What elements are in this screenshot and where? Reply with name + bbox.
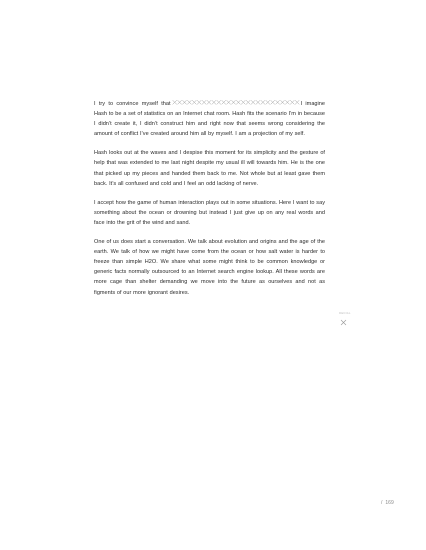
redaction-x-mark	[192, 100, 196, 104]
margin-note-label: DENIAL	[339, 312, 351, 315]
paragraph-3: I accept how the game of human interaction plays out in some situations. Here I want to say something about the ocean or drowning but instead I just give up on any real words and face into the grit of the wind and sand.	[94, 199, 325, 226]
redaction-x-mark	[295, 100, 299, 104]
redaction-x-mark	[236, 100, 240, 104]
redaction-x-mark	[206, 100, 210, 104]
redaction-x-mark	[275, 100, 279, 104]
redaction-x-mark	[202, 100, 206, 104]
redaction-x-mark	[226, 100, 230, 104]
page-folio	[381, 500, 394, 506]
paragraph-1-lead: I try to convince myself that	[94, 101, 171, 107]
redaction-x-mark	[211, 100, 215, 104]
page-number: 169	[385, 500, 394, 506]
redaction-x-mark	[172, 100, 176, 104]
redaction-x-mark	[216, 100, 220, 104]
redaction-x-mark	[251, 100, 255, 104]
redaction-x-mark	[290, 100, 294, 104]
x-mark-icon	[340, 319, 347, 326]
paragraph-1-rest: I imagine Hash to be a set of statistics on an Internet chat room. Hash fits the scenario I’m in because I didn’t create it, I didn’t construct him and right now that seems wrong considering the amount of conflict I’ve created around him all by myself. I am a projection of my self.	[94, 101, 325, 138]
redaction-x-marks	[172, 99, 300, 106]
redaction-x-mark	[177, 100, 181, 104]
redaction-x-mark	[197, 100, 201, 104]
paragraph-4: One of us does start a conversation. We talk about evolution and origins and the age of the earth. We talk of how we might have come from the ocean or how salt water is harder to freeze than simple H2O. We share what some might think to be common knowledge or generic facts normally outsourced to an Internet search engine lookup. All these words are more cage than shelter demanding we move into the future as ourselves and not as figments of our more ignorant desires.	[94, 239, 325, 296]
redaction-x-mark	[221, 100, 225, 104]
redaction-x-mark	[260, 100, 264, 104]
redaction-x-mark	[241, 100, 245, 104]
redaction-x-mark	[231, 100, 235, 104]
body-text	[94, 99, 325, 307]
redaction-x-mark	[280, 100, 284, 104]
redaction-x-mark	[255, 100, 259, 104]
redaction-x-mark	[187, 100, 191, 104]
paragraph-1	[94, 99, 325, 139]
redaction-x-mark	[246, 100, 250, 104]
redaction-x-mark	[265, 100, 269, 104]
redaction-x-mark	[285, 100, 289, 104]
folio-separator: /	[381, 500, 383, 506]
paragraph-2: Hash looks out at the waves and I despise this moment for its simplicity and the gesture of help that was extended to me last night despite my usual ill will towards him. He is the one that picked up my pieces and handed them back to me. Not whole but at least gave them back. It’s all confused and cold and I feel an odd lacking of nerve.	[94, 150, 325, 187]
redaction-x-mark	[182, 100, 186, 104]
redaction-x-mark	[270, 100, 274, 104]
